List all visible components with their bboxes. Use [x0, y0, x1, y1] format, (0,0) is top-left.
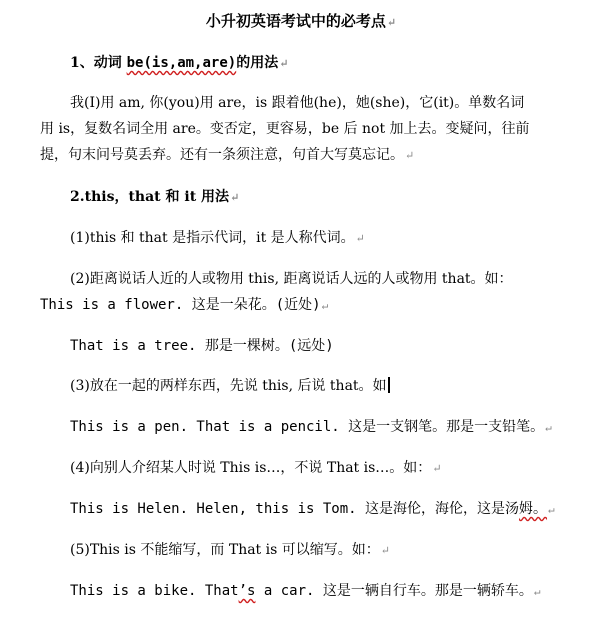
item4-example	[70, 500, 555, 519]
item3-example-text: This is a pen. That is a pencil. 这是一支钢笔。那是一支铅笔。	[70, 419, 545, 435]
item4-example-end: 姆。	[519, 501, 548, 517]
paragraph-mark: ↵	[279, 57, 289, 70]
item4-example-main: This is Helen. Helen, this is Tom. 这是海伦，海伦，这是汤	[70, 501, 520, 517]
section1-heading	[70, 54, 288, 73]
item2-line2	[40, 296, 328, 315]
document-title	[0, 12, 602, 32]
item5-example-c: a car. 这是一辆自行车。那是一辆轿车。	[255, 583, 533, 599]
item5-example-a: This is a bike. That	[70, 583, 239, 599]
section1-heading-prefix: 1、动词	[70, 55, 127, 71]
item1-text: (1)this 和 that 是指示代词，it 是人称代词。	[70, 230, 355, 246]
section1-heading-word: be(is,am,are)	[126, 55, 237, 71]
para1-line2: 用 is，复数名词全用 are。变否定，更容易，be 后 not 加上去。变疑问，往前	[40, 121, 530, 137]
item3	[70, 377, 390, 395]
item3-text: (3)放在一起的两样东西，先说 this, 后说 that。如	[70, 378, 387, 394]
paragraph-mark: ↵	[548, 503, 555, 516]
paragraph-mark: ↵	[386, 16, 397, 29]
item5-example	[70, 582, 541, 601]
item5-example-b: ’s	[238, 583, 256, 599]
item2-example2	[70, 337, 334, 355]
section2-heading-text: 2.this，that 和 it 用法	[70, 189, 230, 205]
item4	[70, 459, 442, 478]
item4-text: (4)向别人介绍某人时说 This is…，不说 That is…。如：	[70, 460, 432, 476]
item2-line2-text: This is a flower. 这是一朵花。(近处)	[40, 297, 321, 313]
item2-line1: (2)距离说话人近的人或物用 this, 距离说话人远的人或物用 that。如：	[70, 271, 513, 287]
paragraph-mark: ↵	[405, 149, 415, 162]
item3-example	[70, 418, 552, 437]
item2-example2-text: That is a tree. 那是一棵树。(远处)	[70, 338, 334, 354]
paragraph-mark: ↵	[355, 232, 365, 245]
paragraph-mark: ↵	[321, 299, 329, 312]
para1-line3-text: 提，句末问号莫丢弃。还有一条须注意，句首大写莫忘记。	[40, 147, 404, 163]
document-title-text: 小升初英语考试中的必考点	[205, 12, 386, 30]
text-cursor	[388, 377, 390, 393]
para1-line1: 我(I)用 am, 你(you)用 are，is 跟着他(he)，她(she)，它(it)。单数名词	[70, 95, 525, 111]
item5-text: (5)This is 不能缩写，而 That is 可以缩写。如：	[70, 542, 380, 558]
paragraph-mark: ↵	[533, 585, 541, 598]
paragraph-mark: ↵	[230, 191, 240, 204]
section2-heading	[70, 188, 239, 207]
paragraph-mark: ↵	[380, 544, 390, 557]
item1	[70, 229, 365, 248]
item5	[70, 541, 390, 560]
paragraph-mark: ↵	[545, 421, 552, 434]
paragraph-mark: ↵	[432, 462, 442, 475]
para1-line3	[40, 146, 414, 165]
section1-heading-suffix: 的用法	[236, 55, 279, 71]
